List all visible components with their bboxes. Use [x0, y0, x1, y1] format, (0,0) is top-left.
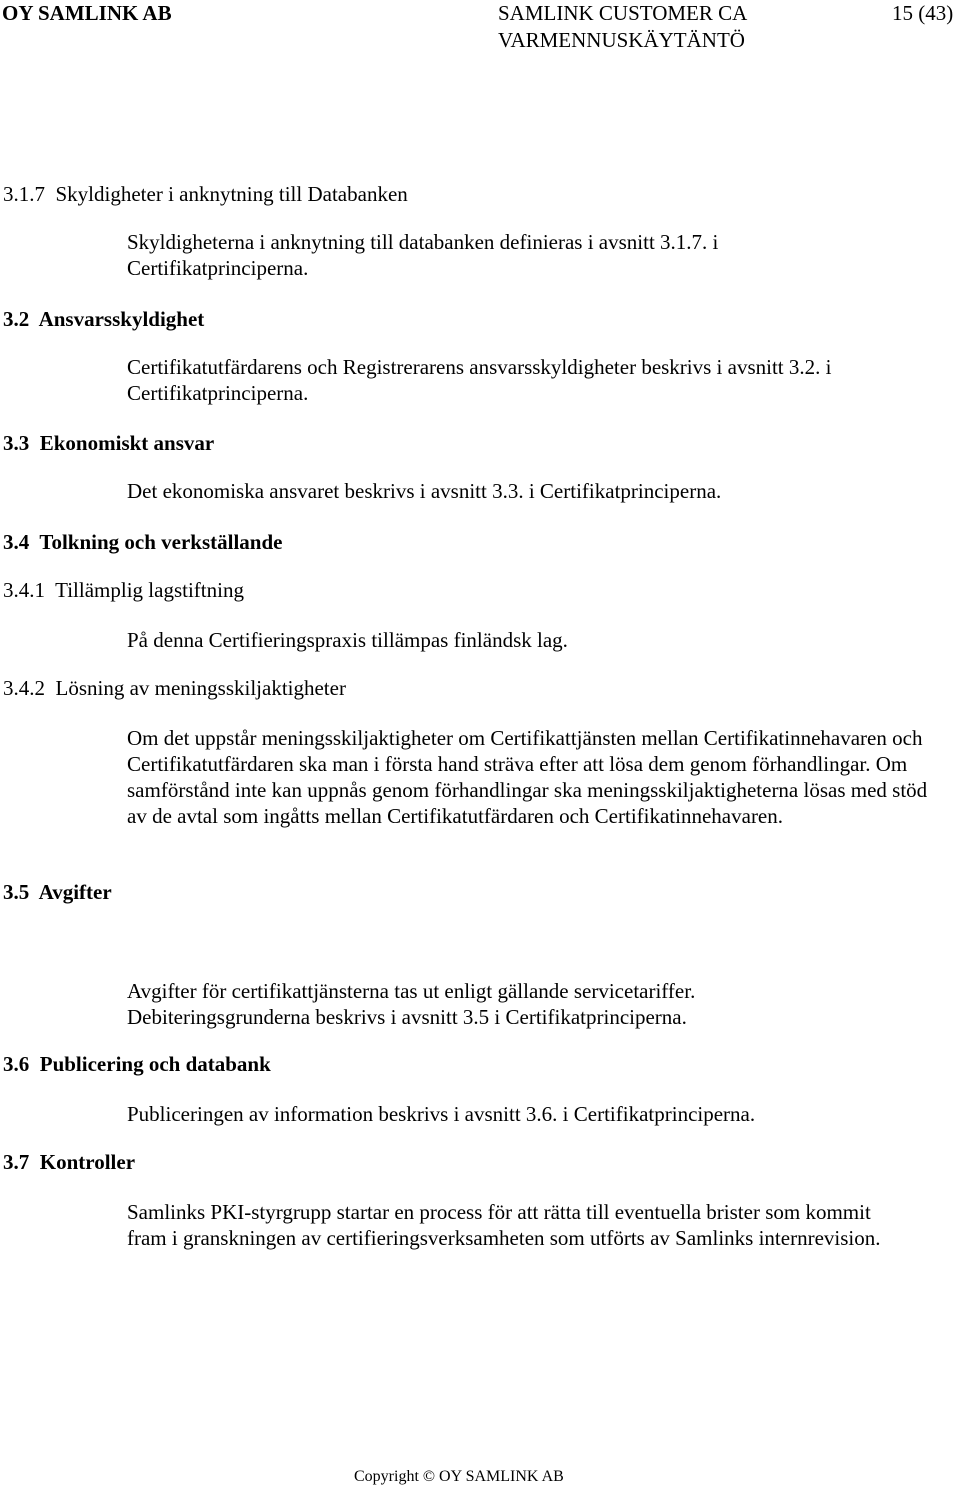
heading-3-4-2: 3.4.2 Lösning av meningsskiljaktigheter: [3, 676, 346, 700]
heading-3-4: 3.4 Tolkning och verkställande: [3, 530, 283, 554]
paragraph-3-6: Publiceringen av information beskrivs i avsnitt 3.6. i Certifikatprinciperna.: [127, 1102, 756, 1126]
paragraph-3-5: Avgifter för certifikattjänsterna tas ut enligt gällande servicetariffer. Debiteringsgrunderna beskrivs i avsnitt 3.5 i Certifikatprinciperna.: [127, 979, 696, 1029]
paragraph-3-3: Det ekonomiska ansvaret beskrivs i avsnitt 3.3. i Certifikatprinciperna.: [127, 479, 722, 503]
heading-3-7: 3.7 Kontroller: [3, 1150, 136, 1174]
heading-3-5: 3.5 Avgifter: [3, 880, 112, 904]
document-title-line1: SAMLINK CUSTOMER CA: [498, 1, 748, 25]
document-title-line2: VARMENNUSKÄYTÄNTÖ: [498, 28, 745, 52]
heading-3-1-7: 3.1.7 Skyldigheter i anknytning till Databanken: [3, 182, 408, 206]
footer-copyright: Copyright © OY SAMLINK AB: [354, 1468, 564, 1485]
paragraph-3-4-1: På denna Certifieringspraxis tillämpas finländsk lag.: [127, 628, 568, 652]
paragraph-3-2: Certifikatutfärdarens och Registrerarens ansvarsskyldigheter beskrivs i avsnitt 3.2. i Certifikatprinciperna.: [127, 355, 832, 405]
company-name: OY SAMLINK AB: [2, 1, 172, 25]
paragraph-3-7: Samlinks PKI-styrgrupp startar en process för att rätta till eventuella brister som kommit fram i granskningen av certifieringsverksamheten som utförts av Samlinks internrevision.: [127, 1200, 881, 1250]
heading-3-6: 3.6 Publicering och databank: [3, 1052, 271, 1076]
page-number: 15 (43): [892, 1, 954, 25]
heading-3-3: 3.3 Ekonomiskt ansvar: [3, 431, 215, 455]
paragraph-3-1-7: Skyldigheterna i anknytning till databanken definieras i avsnitt 3.1.7. i Certifikatprinciperna.: [127, 230, 719, 280]
paragraph-3-4-2: Om det uppstår meningsskiljaktigheter om Certifikattjänsten mellan Certifikatinnehavaren och Certifikatutfärdaren ska man i första hand sträva efter att lösa dem genom förhandlingar. Om samförstånd inte kan uppnås genom förhandlingar ska meningsskiljaktigheterna lösas med stöd av de avtal som ingåtts mellan Certifikatutfärdaren och Certifikatinnehavaren.: [127, 726, 928, 828]
heading-3-2: 3.2 Ansvarsskyldighet: [3, 307, 205, 331]
heading-3-4-1: 3.4.1 Tillämplig lagstiftning: [3, 578, 244, 602]
